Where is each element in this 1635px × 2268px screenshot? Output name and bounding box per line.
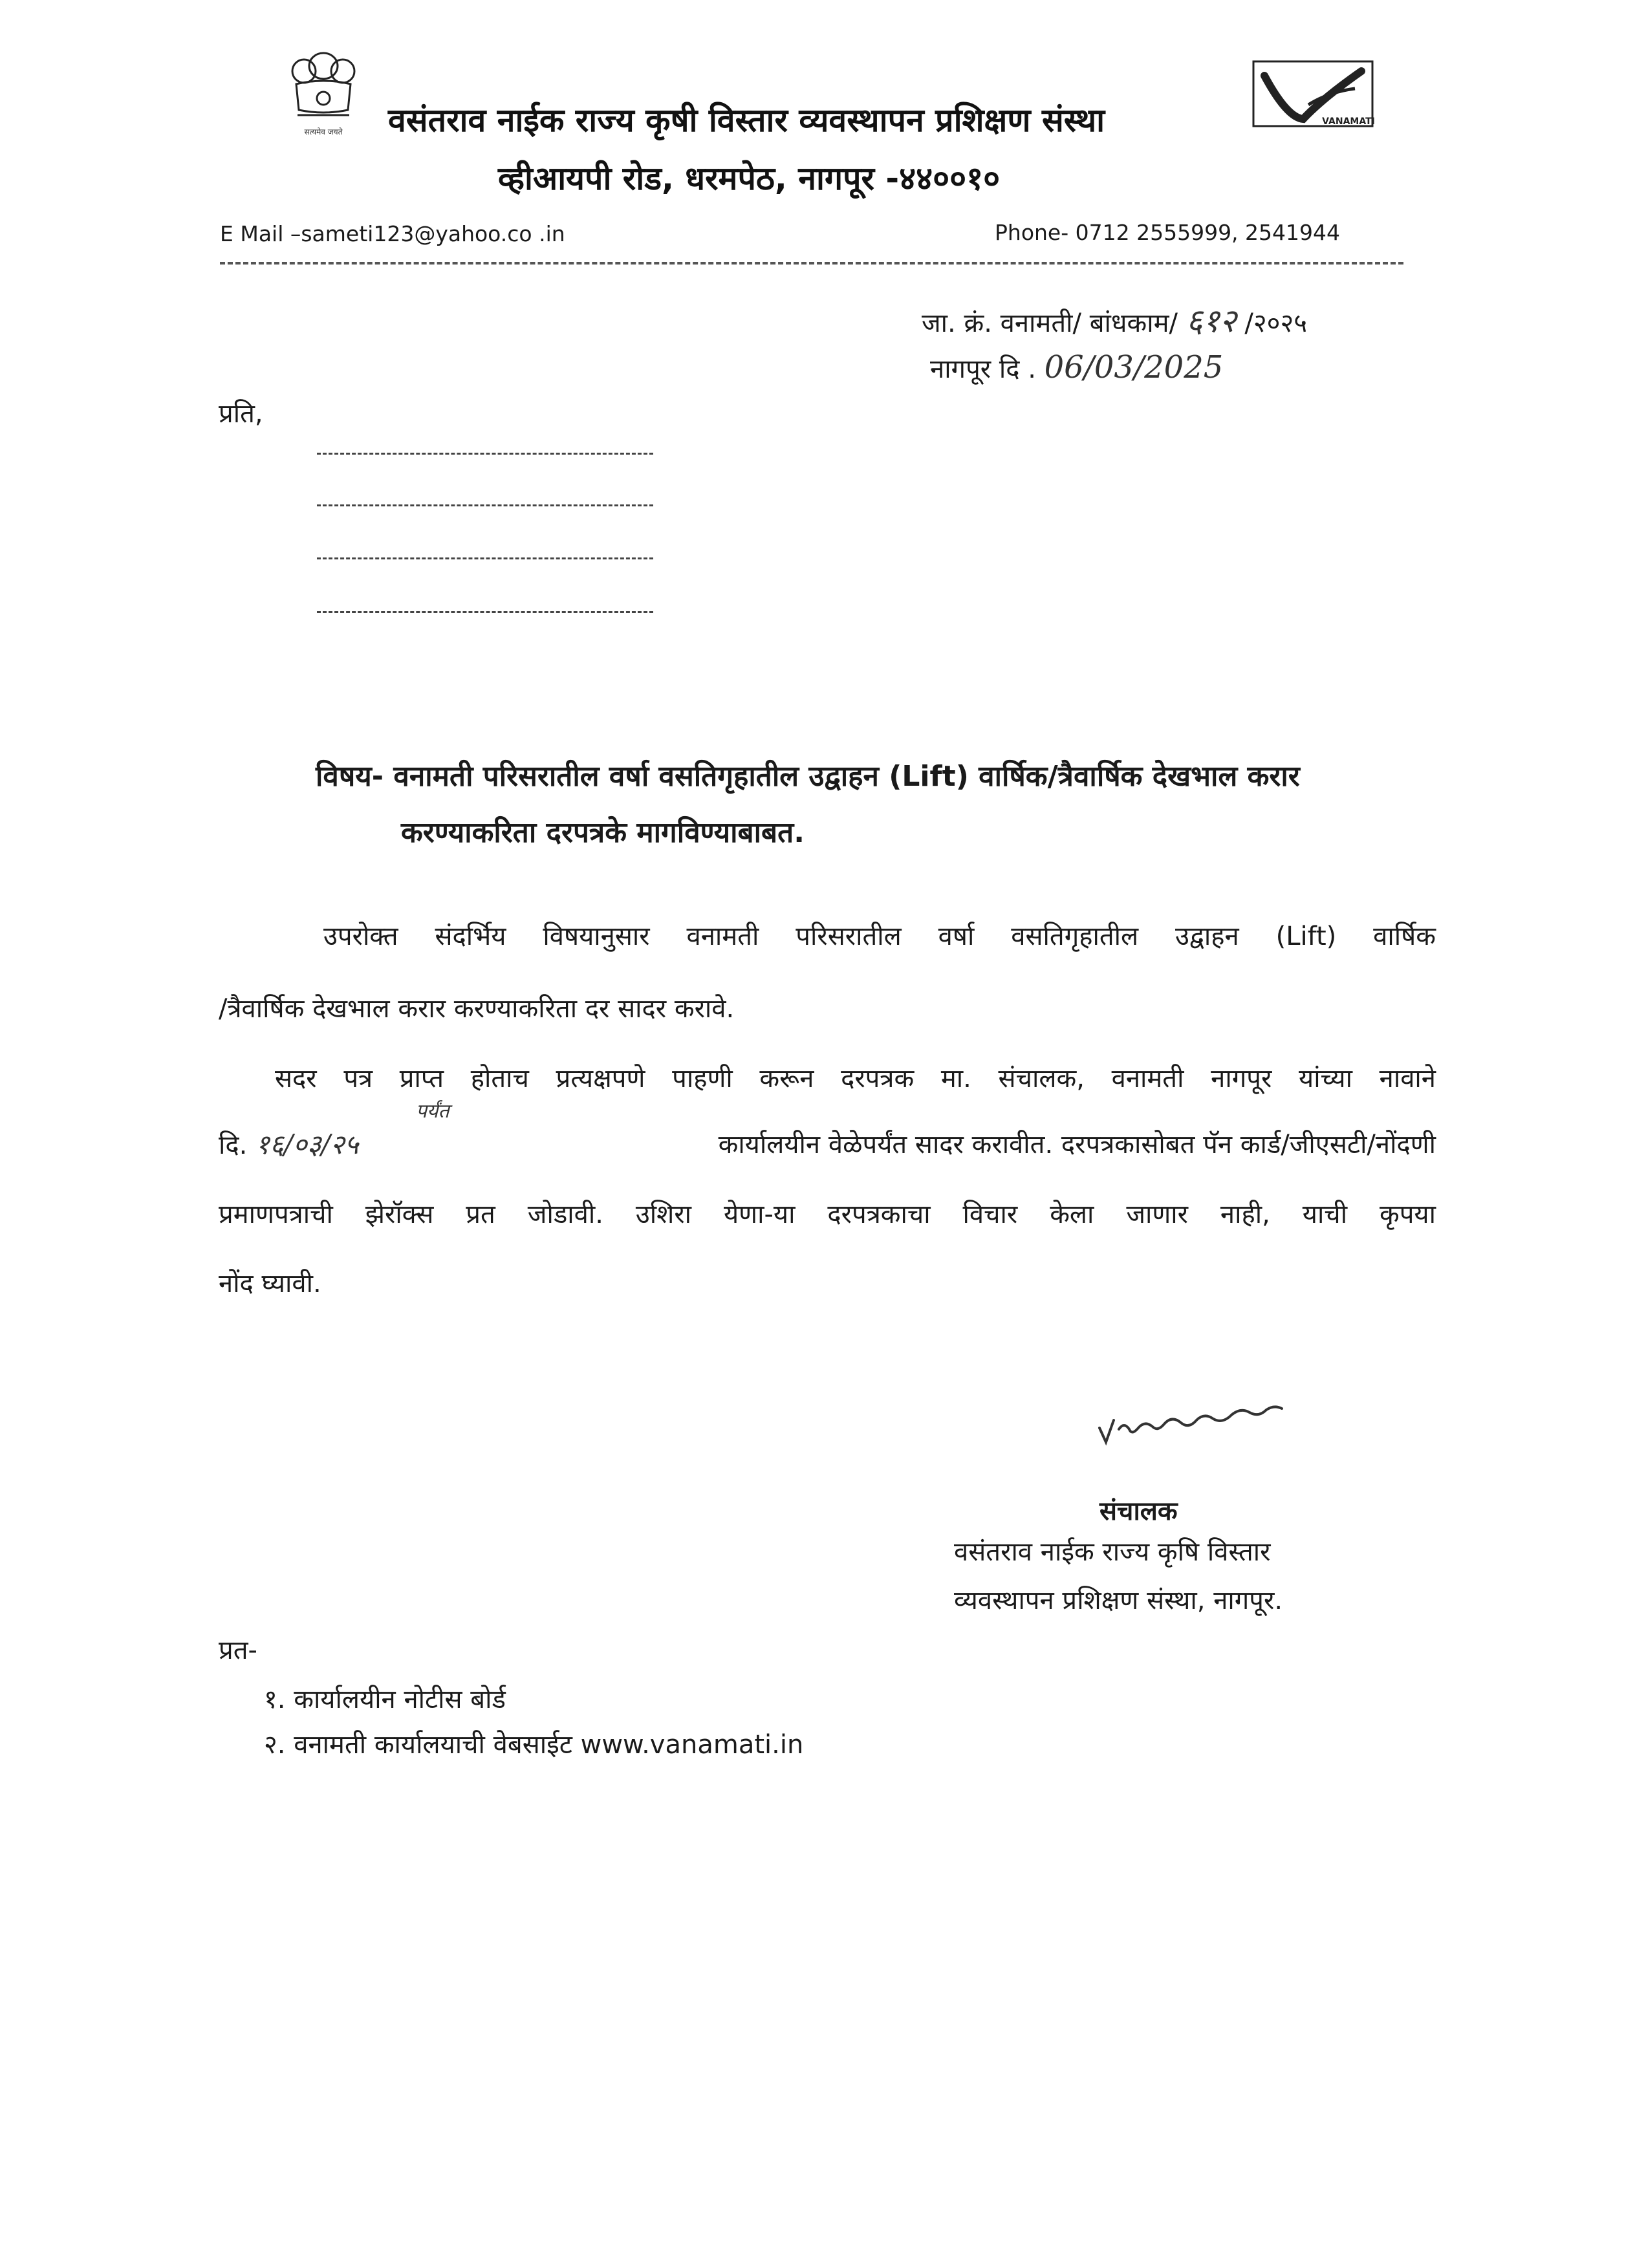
handwritten-signature <box>1093 1389 1287 1460</box>
reference-number-suffix: /२०२५ <box>1244 308 1308 338</box>
state-emblem-logo <box>278 39 369 142</box>
reference-number-handwritten: ६१२ <box>1186 302 1237 340</box>
vanamati-logo-text: VANAMATI <box>1322 116 1374 127</box>
institute-address: व्हीआयपी रोड, धरमपेठ, नागपूर -४४००१० <box>498 160 1001 197</box>
reference-date-prefix: नागपूर दि . <box>930 354 1036 384</box>
emblem-motto: सत्यमेव जयते <box>304 127 343 136</box>
signatory-org-line-1: वसंतराव नाईक राज्य कृषि विस्तार <box>954 1537 1271 1567</box>
recipient-blank-line <box>317 611 653 613</box>
handwritten-date: १६/०३/२५ <box>255 1129 359 1160</box>
paragraph-2-line-1: सदर पत्र प्राप्त होताच प्रत्यक्षपणे पाहणी करून दरपत्रक मा. संचालक, वनामती नागपूर यांच्या नावाने <box>275 1064 1436 1094</box>
paragraph-2-line-2-text: कार्यालयीन वेळेपर्यंत सादर करावीत. दरपत्रकासोबत पॅन कार्ड/जीएसटी/नोंदणी <box>718 1130 1436 1160</box>
email-address: E Mail –sameti123@yahoo.co .in <box>220 221 565 246</box>
paragraph-2-line-3: प्रमाणपत्राची झेरॉक्स प्रत जोडावी. उशिरा येणा-या दरपत्रकाचा विचार केला जाणार नाही, याची कृपया <box>219 1200 1436 1229</box>
recipient-blank-line <box>317 453 653 455</box>
recipient-label: प्रति, <box>219 399 263 429</box>
paragraph-1-line-1: उपरोक्त संदर्भिय विषयानुसार वनामती परिसरातील वर्षा वसतिगृहातील उद्वाहन (Lift) वार्षिक <box>323 922 1436 951</box>
header-divider <box>220 262 1403 265</box>
reference-date-handwritten: 06/03/2025 <box>1044 349 1224 385</box>
copy-to-item: १. कार्यालयीन नोटीस बोर्ड <box>264 1685 506 1714</box>
institute-name: वसंतराव नाईक राज्य कृषी विस्तार व्यवस्थापन प्रशिक्षण संस्था <box>388 102 1105 139</box>
subject-line-1: विषय- वनामती परिसरातील वर्षा वसतिगृहातील उद्वाहन (Lift) वार्षिक/त्रैवार्षिक देखभाल करार <box>316 760 1300 793</box>
vanamati-logo <box>1251 59 1374 137</box>
copy-to-item: २. वनामती कार्यालयाची वेबसाईट www.vanamati.in <box>264 1730 804 1760</box>
recipient-blank-line <box>317 504 653 506</box>
date-prefix: दि. १६/०३/२५ <box>219 1129 359 1160</box>
phone-number: Phone- 0712 2555999, 2541944 <box>995 220 1341 245</box>
signatory-title: संचालक <box>1099 1496 1178 1526</box>
reference-date <box>930 349 1223 385</box>
subject-line-2: करण्याकरिता दरपत्रके मागविण्याबाबत. <box>401 816 805 849</box>
recipient-blank-line <box>317 557 653 559</box>
signatory-org-line-2: व्यवस्थापन प्रशिक्षण संस्था, नागपूर. <box>954 1586 1283 1615</box>
paragraph-1-line-2: /त्रैवार्षिक देखभाल करार करण्याकरिता दर सादर करावे. <box>219 994 735 1024</box>
paragraph-2-line-2 <box>219 1125 1436 1162</box>
reference-number <box>922 297 1307 341</box>
paragraph-2-line-4: नोंद घ्यावी. <box>219 1269 321 1299</box>
copy-to-label: प्रत- <box>219 1636 257 1665</box>
handwritten-insert: पर्यंत <box>416 1100 449 1123</box>
reference-number-prefix: जा. क्रं. वनामती/ बांधकाम/ <box>922 308 1178 338</box>
